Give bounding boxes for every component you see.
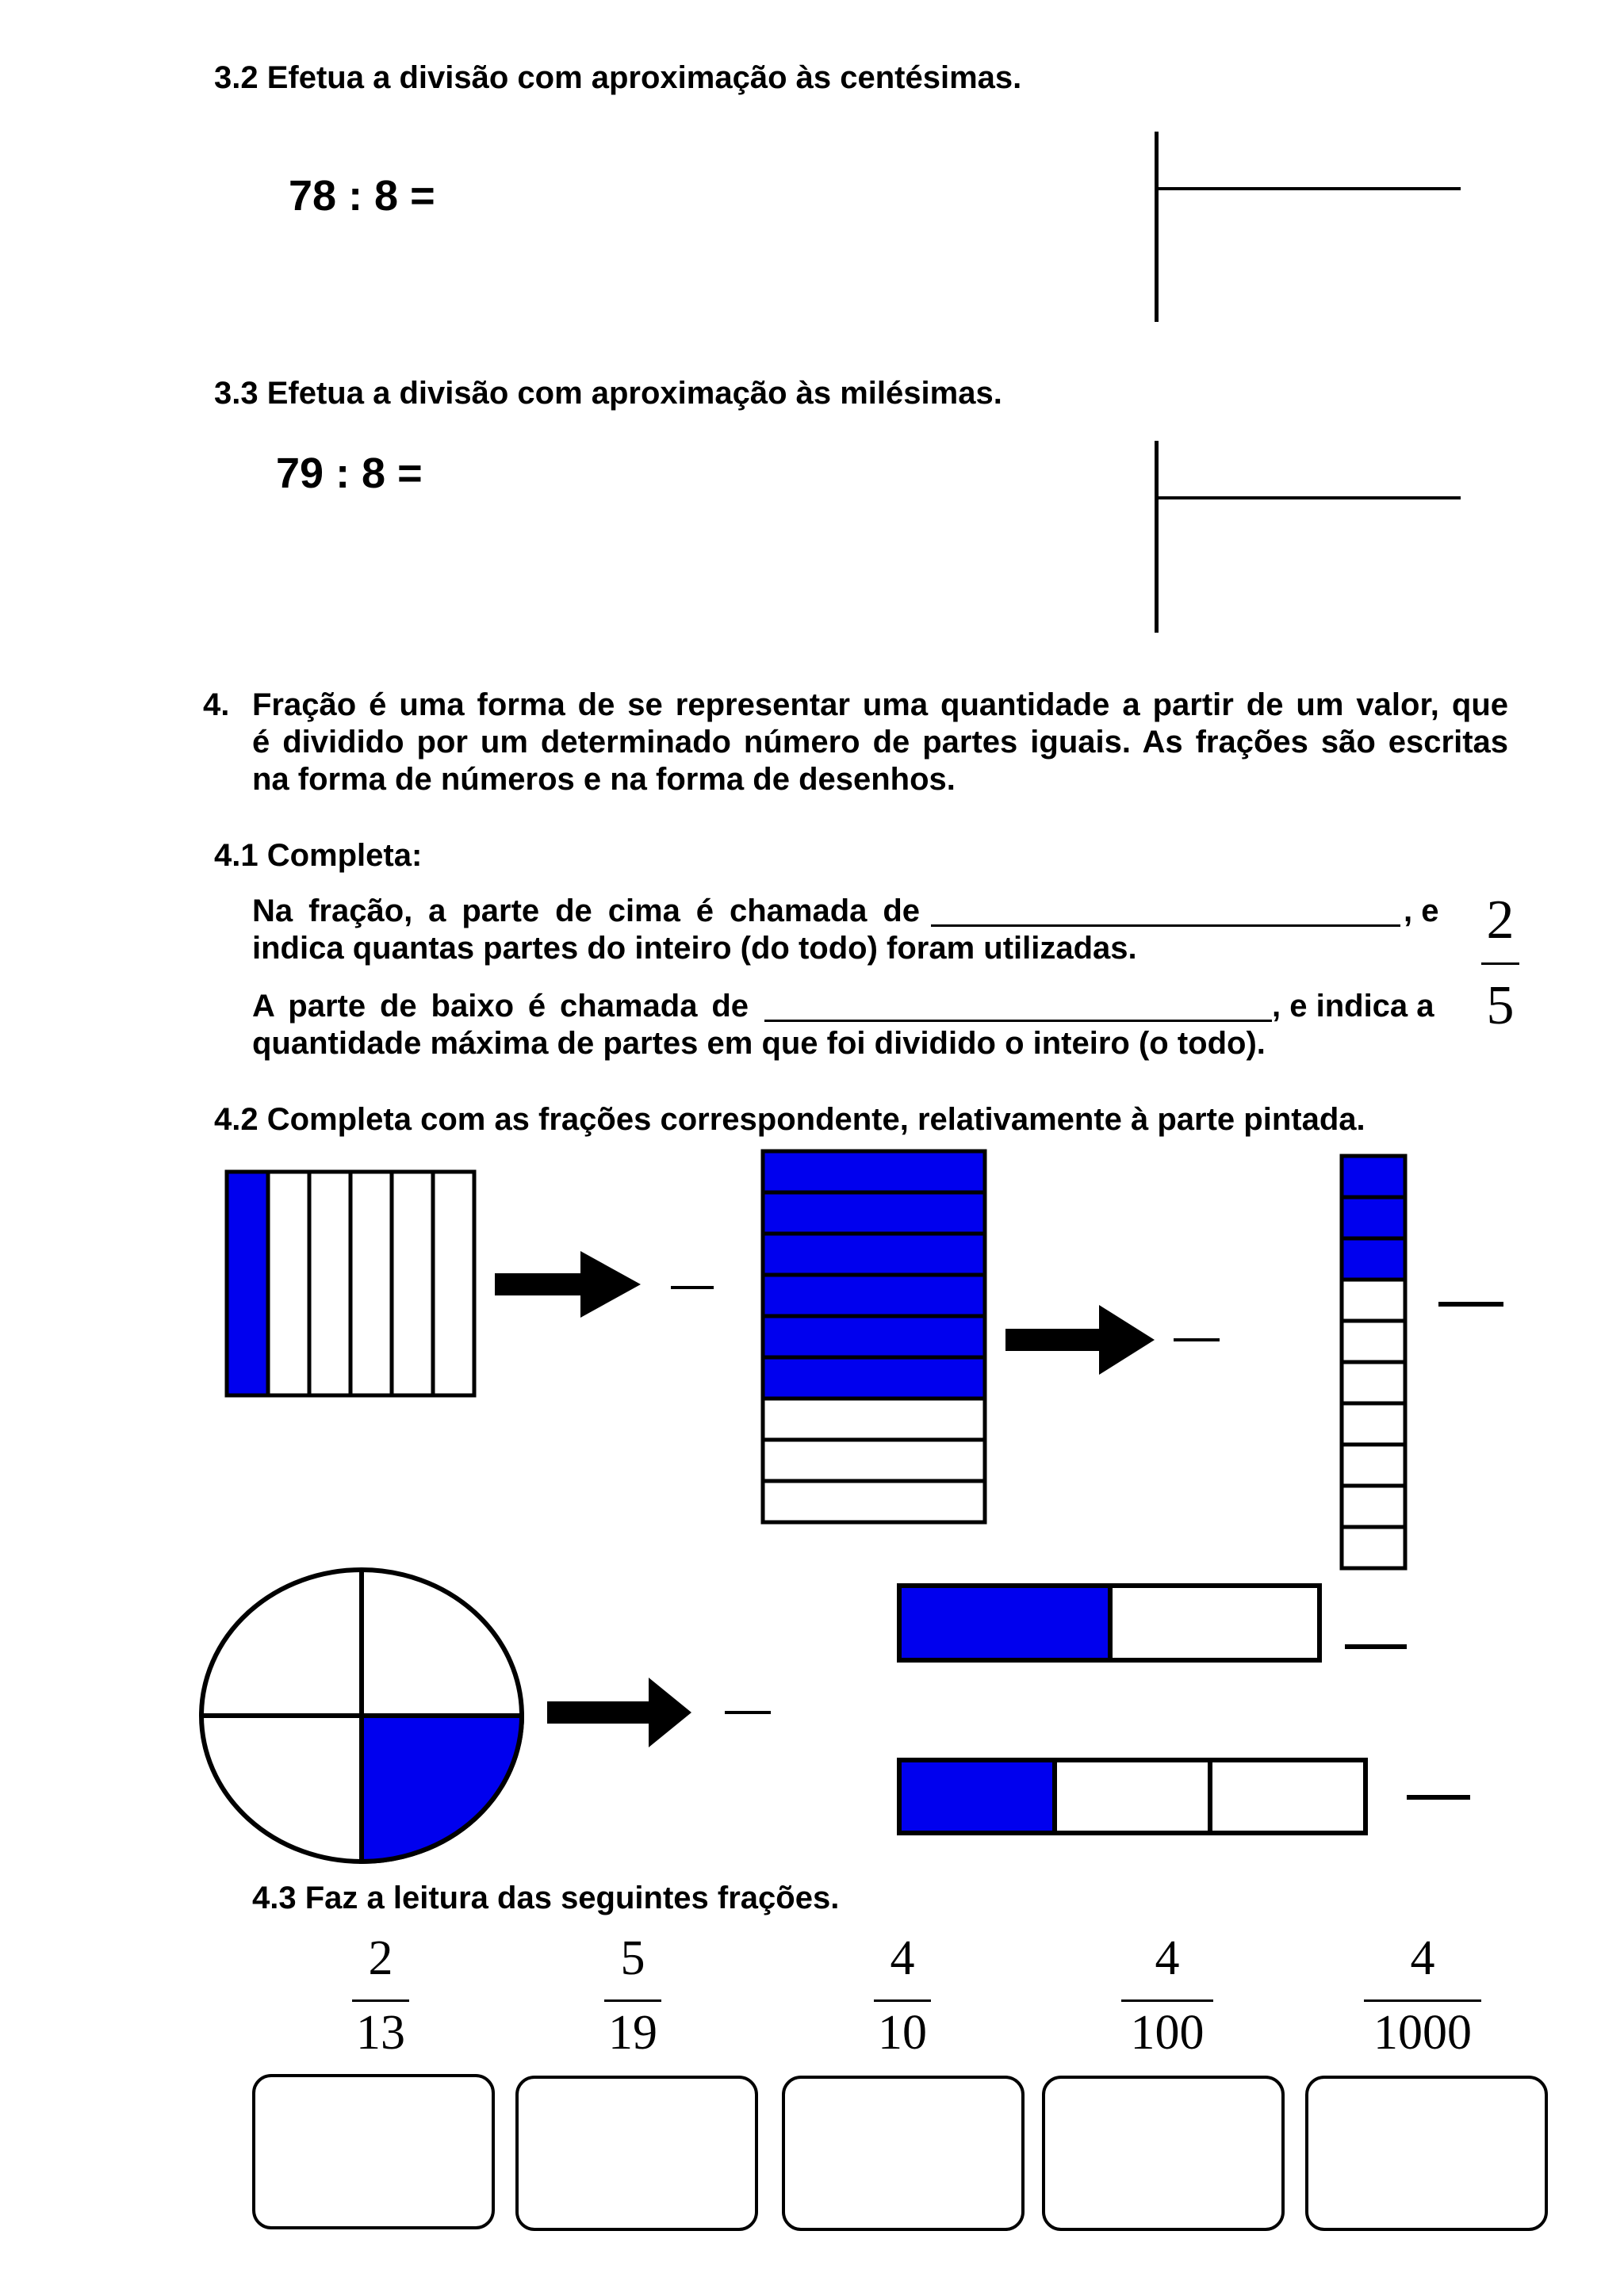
fraction-numerator: 2 bbox=[368, 1931, 393, 1985]
fraction-denominator: 10 bbox=[878, 2006, 927, 2060]
fraction-4-10 bbox=[855, 1931, 950, 2060]
heading-4-3: 4.3 Faz a leitura das seguintes frações. bbox=[252, 1881, 840, 1915]
example-fraction bbox=[1475, 891, 1526, 1035]
fraction-numerator: 4 bbox=[1410, 1931, 1435, 1985]
completa-line-3-start: A parte de baixo é chamada de bbox=[252, 989, 749, 1024]
fraction-2-13 bbox=[333, 1931, 428, 2060]
figure-horizontal-strips bbox=[763, 1151, 985, 1522]
example-fraction-numerator: 2 bbox=[1486, 890, 1515, 951]
completa-line-4: quantidade máxima de partes em que foi dividido o inteiro (o todo). bbox=[252, 1026, 1266, 1061]
equation-3-2: 78 : 8 = bbox=[289, 172, 435, 220]
fraction-4-100 bbox=[1104, 1931, 1231, 2060]
answer-dash bbox=[725, 1711, 771, 1714]
reading-answer-box-2[interactable] bbox=[515, 2076, 758, 2231]
division-vertical-line bbox=[1155, 132, 1159, 322]
answer-dash bbox=[1174, 1338, 1220, 1341]
division-horizontal-line bbox=[1155, 187, 1461, 190]
answer-dash bbox=[1438, 1302, 1503, 1307]
arrow-icon bbox=[1005, 1305, 1155, 1375]
fraction-numerator: 5 bbox=[620, 1931, 645, 1985]
equation-3-3: 79 : 8 = bbox=[276, 450, 423, 497]
fraction-bar bbox=[1364, 1999, 1481, 2002]
arrow-icon bbox=[495, 1251, 641, 1318]
section-4-line-2: é dividido por um determinado número de partes iguais. As frações são escritas bbox=[252, 725, 1508, 760]
section-4-line-3: na forma de números e na forma de desenhos. bbox=[252, 762, 956, 797]
completa-line-3-end: , e indica a bbox=[1272, 989, 1434, 1024]
example-fraction-bar bbox=[1481, 962, 1519, 965]
figure-bar-thirds bbox=[899, 1760, 1365, 1833]
heading-3-3: 3.3 Efetua a divisão com aproximação às milésimas. bbox=[214, 376, 1002, 411]
reading-answer-box-3[interactable] bbox=[782, 2076, 1025, 2231]
numerator-name-blank[interactable] bbox=[931, 924, 1400, 927]
fraction-4-1000 bbox=[1343, 1931, 1502, 2060]
fraction-bar bbox=[604, 1999, 661, 2002]
reading-answer-box-5[interactable] bbox=[1305, 2076, 1548, 2231]
figure-vertical-column bbox=[1342, 1156, 1405, 1568]
figure-circle-quarters bbox=[201, 1570, 522, 1862]
example-fraction-denominator: 5 bbox=[1486, 975, 1515, 1036]
figure-vertical-strips bbox=[227, 1172, 474, 1395]
heading-4-2: 4.2 Completa com as frações correspondente, relativamente à parte pintada. bbox=[214, 1102, 1365, 1137]
denominator-name-blank[interactable] bbox=[764, 1020, 1272, 1022]
fraction-5-19 bbox=[585, 1931, 680, 2060]
fraction-denominator: 19 bbox=[608, 2006, 657, 2060]
fraction-bar bbox=[352, 1999, 409, 2002]
answer-dash bbox=[1345, 1644, 1407, 1649]
division-vertical-line bbox=[1155, 441, 1159, 633]
fraction-numerator: 4 bbox=[890, 1931, 915, 1985]
heading-4-1: 4.1 Completa: bbox=[214, 838, 423, 873]
fraction-denominator: 1000 bbox=[1373, 2006, 1472, 2060]
fraction-denominator: 100 bbox=[1130, 2006, 1205, 2060]
fraction-denominator: 13 bbox=[356, 2006, 405, 2060]
division-horizontal-line bbox=[1155, 496, 1461, 499]
reading-answer-box-1[interactable] bbox=[252, 2074, 495, 2229]
section-4-line-1: Fração é uma forma de se representar uma quantidade a partir de um valor, que bbox=[252, 687, 1508, 722]
completa-line-1-start: Na fração, a parte de cima é chamada de bbox=[252, 894, 920, 928]
answer-dash bbox=[671, 1286, 714, 1289]
section-4-number: 4. bbox=[203, 687, 230, 722]
fraction-bar bbox=[1121, 1999, 1213, 2002]
reading-answer-box-4[interactable] bbox=[1042, 2076, 1285, 2231]
arrow-icon bbox=[547, 1678, 691, 1747]
figure-bar-halves bbox=[899, 1586, 1320, 1660]
answer-dash bbox=[1407, 1795, 1470, 1800]
completa-line-2: indica quantas partes do inteiro (do todo) foram utilizadas. bbox=[252, 931, 1137, 966]
heading-3-2: 3.2 Efetua a divisão com aproximação às centésimas. bbox=[214, 60, 1022, 95]
fraction-bar bbox=[874, 1999, 931, 2002]
completa-line-1-end: , e bbox=[1404, 894, 1439, 928]
fraction-numerator: 4 bbox=[1155, 1931, 1180, 1985]
